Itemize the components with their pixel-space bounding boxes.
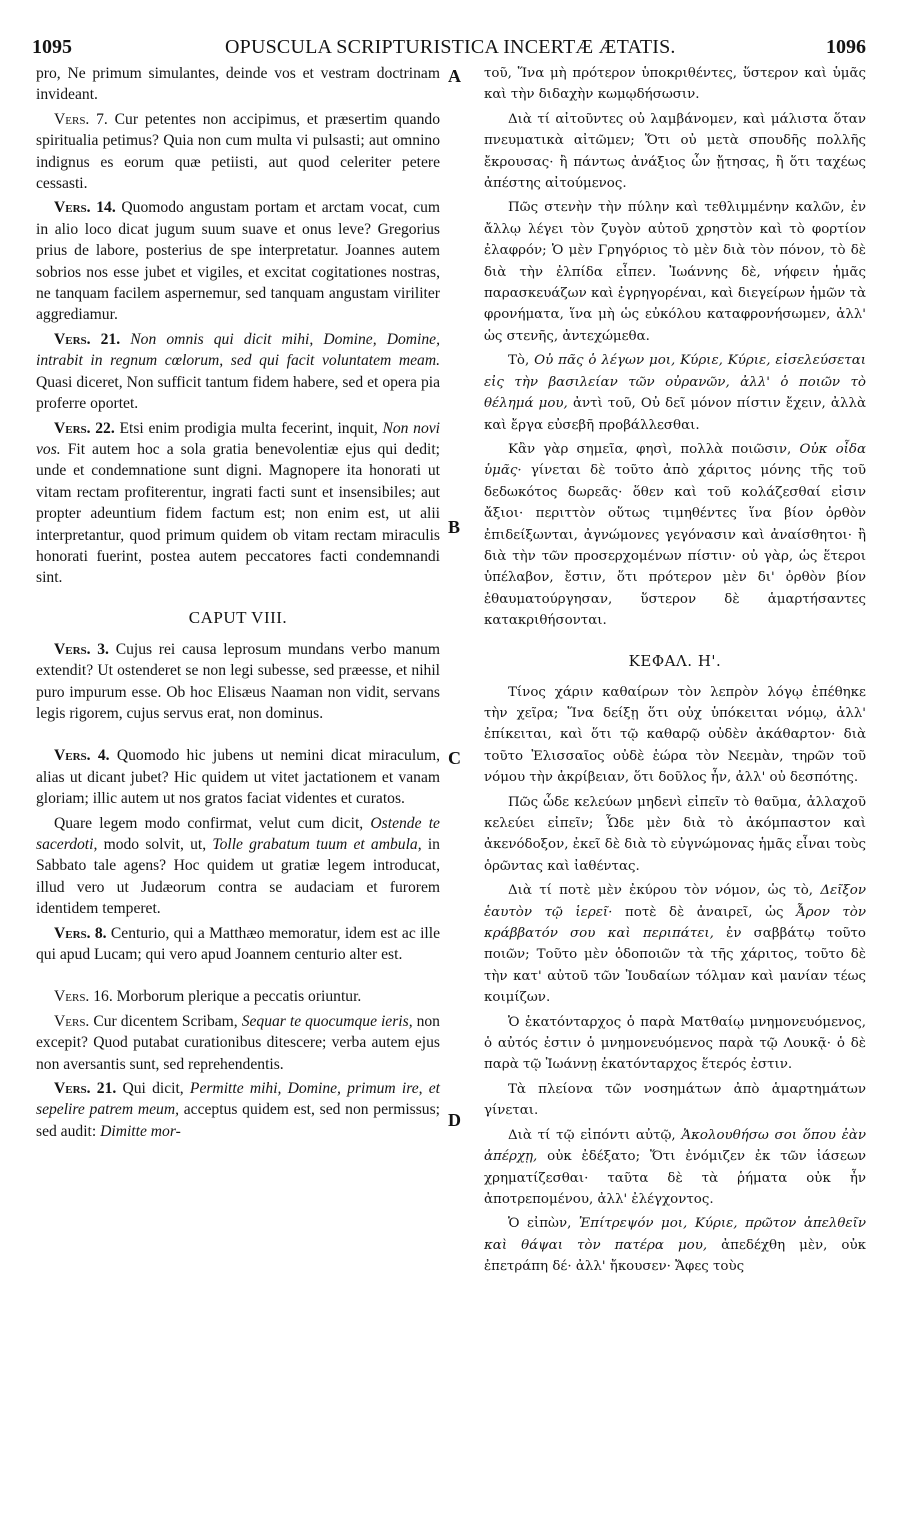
verse-ref: Vers. 22. <box>54 419 115 437</box>
latin-text: Cujus rei causa leprosum mundans verbo manum extendit? Ut ostenderet se non legi subesse, sed præesse, et nihil puro impurum esse. Ob hoc Elisæus Naaman non vidit, servans legis rigorem, cujus servus erat, non dominus. <box>36 640 441 722</box>
latin-text: Morborum plerique a peccatis oriuntur. <box>116 988 362 1006</box>
greek-paragraph <box>484 1213 866 1277</box>
latin-quotation: Dimitte mor- <box>100 1122 181 1140</box>
latin-paragraph <box>36 1078 440 1142</box>
greek-quotation: Οὐ πᾶς ὁ λέγων μοι, Κύριε, Κύριε, εἰσελεύσεται εἰς τὴν βασιλείαν τῶν οὐρανῶν, ἀλλ' ὁ ποιῶν τὸ θέλημά μου, <box>484 353 866 412</box>
verse-ref: Vers. 14. <box>54 199 116 217</box>
chapter-heading-latin: CAPUT VIII. <box>188 607 288 627</box>
latin-text: Centurio, qui a Matthæo memoratur, idem est ac ille qui apud Lucam; qui vero apud Joannem centurio alter est. <box>36 924 440 964</box>
latin-text: in Sabbato tale agens? Hoc quidem ut gratiæ legem introducat, illud vero ut Judæorum contra se audaciam et furorem identidem temperet. <box>36 836 440 918</box>
verse-ref: Vers. 21. <box>54 1080 117 1098</box>
greek-paragraph <box>484 1079 866 1122</box>
latin-paragraph <box>36 329 440 415</box>
latin-text: Cur dicentem Scribam, <box>93 1012 238 1030</box>
latin-quotation: Non omnis qui dicit mihi, Domine, Domine, intrabit in regnum cœlorum, sed qui facit voluntatem meam. <box>36 330 440 370</box>
latin-paragraph <box>36 923 440 966</box>
greek-paragraph <box>484 1125 866 1211</box>
verse-ref: Vers. <box>54 1012 90 1030</box>
latin-text: pro, Ne primum simulantes, deinde vos et vestram doctrinam invideant. <box>36 65 440 104</box>
greek-paragraph <box>484 63 866 106</box>
margin-marker-d: D <box>448 1110 461 1130</box>
greek-text: ἀπεδέχθη μὲν, οὐκ ἐπετράπη δέ· ἀλλ' ἤκουσεν· Ἄφες τοὺς <box>484 1237 866 1275</box>
greek-paragraph <box>484 1012 866 1076</box>
latin-quotation: Non novi vos. <box>36 419 441 458</box>
verse-ref: Vers. 8. <box>54 924 107 942</box>
latin-text: modo solvit, ut, <box>103 836 207 853</box>
margin-marker-c: C <box>448 748 461 768</box>
greek-text: οὐκ ἐδέξατο; Ὅτι ἐνόμιζεν ἐκ τῶν ἰάσεων χρηματίζεσθαι· ταῦτα δὲ τὰ ῥήματα οὐκ ἦν ἀποτρεπομένου, ἀλλ' ἐλέγχοντος. <box>484 1149 866 1207</box>
greek-quotation: Δεῖξον ἑαυτὸν τῷ ἱερεῖ· <box>484 883 866 920</box>
latin-paragraph <box>36 418 440 589</box>
latin-text: non excepit? Quod putabat curationibus ditescere; verba autem ejus non aversantis sunt, sed reprehendentis. <box>36 1012 440 1073</box>
latin-paragraph <box>36 639 440 725</box>
greek-text: Τίνος χάριν καθαίρων τὸν λεπρὸν λόγῳ ἐπέθηκε τὴν χεῖρα; Ἵνα δείξῃ ὅτι οὐχ ὑπόκειται νόμῳ, ἀλλ' ἐπίκειται, καὶ ὅτι τῷ καθαρῷ οὐδὲν ἀκάθαρτον· διὰ τοῦτο Ἐλισσαῖος οὐδὲ ἑώρα τὸν Νεεμὰν, τηρῶν τοῦ νόμου τὴν ἀκρίβειαν, ὅτι δοῦλος ἦν, ἀλλ' οὐ δεσπότης. <box>484 684 866 786</box>
chapter-heading-greek: ΚΕΦΑΛ. Η'. <box>628 651 722 670</box>
greek-quotation: Ἆρον τὸν κράββατόν σου καὶ περιπάτει, <box>484 904 866 942</box>
greek-text: Τὰ πλείονα τῶν νοσημάτων ἀπὸ ἁμαρτημάτων γίνεται. <box>484 1081 866 1119</box>
page-header <box>0 36 902 60</box>
greek-quotation: Ἀκολουθήσω σοι ὅπου ἐὰν ἀπέρχῃ, <box>484 1127 866 1165</box>
latin-paragraph <box>36 745 440 809</box>
latin-paragraph <box>36 197 440 325</box>
latin-text: Fit autem hoc a sola gratia benevolentiæ ejus qui dedit; unde et condemnatione sunt digni. Magnopere ita honorati ut vitam rectam profiterentur, ingrati facti sunt et insensibiles; aut propter adeuntium fidem factum est; non enim est, ut alii interpretantur, quod primum quidem ob vitam rectam miraculis honorati fuerint, postea autem peccatores facti condemnandi sint. <box>36 440 440 587</box>
verse-ref: Vers. 21. <box>54 330 121 348</box>
margin-marker-a: A <box>448 66 461 86</box>
margin-marker-b: B <box>448 517 461 537</box>
greek-text: Διὰ τί τῷ εἰπόντι αὐτῷ, <box>508 1127 676 1143</box>
verse-ref: Vers. 4. <box>54 747 110 765</box>
greek-text: ποτὲ δὲ ἀναιρεῖ, ὡς <box>624 904 784 920</box>
right-page-number: 1096 <box>826 36 866 58</box>
latin-quotation: Sequar te quocumque ieris, <box>241 1012 413 1030</box>
greek-text: γίνεται δὲ τοῦτο ἀπὸ χάριτος μόνης τῆς τοῦ δεδωκότος δωρεᾶς· ὅθεν καὶ τοῦ κολάζεσθαί εἰσιν ἄξιοι· περιττὸν οὕτως τιμηθέντες ἵνα βίον ὀρθὸν ἐπιδείξωνται, ἀγνώμονες γεγόνασιν καὶ ἀναίσθητοι· ἢ διὰ τὴν τῶν προσερχομένων πίστιν· οὐ γὰρ, ὡς ἕτεροι ὑπέλαβον, ἔστιν, ὅτι πρότερον μὲν δι' ὀρθὸν βίον ἐθαυματούργησαν, ὕστερον δὲ ἁμαρτήσαντες κατακριθήσονται. <box>484 463 866 629</box>
latin-text: Qui dicit, <box>122 1080 184 1098</box>
greek-paragraph <box>484 792 866 878</box>
latin-paragraph <box>36 109 440 195</box>
latin-paragraph <box>36 986 440 1007</box>
greek-paragraph <box>484 439 866 632</box>
greek-text: ἐν σαββάτῳ τοῦτο ποιῶν; Τοῦτο μὲν ὁδοποιῶν τὰ τῆς χάριτος, τοῦτο δὲ τὴν κατ' αὐτοῦ τῶν Ἰουδαίων τόλμαν καὶ μανίαν τέως κοιμίζων. <box>484 926 866 1006</box>
greek-quotation: Ἐπίτρεψόν μοι, Κύριε, πρῶτον ἀπελθεῖν καὶ θάψαι τὸν πατέρα μου, <box>484 1216 866 1253</box>
greek-text: ἀντὶ τοῦ, Οὐ δεῖ μόνον πίστιν ἔχειν, ἀλλὰ καὶ ἔργα εὐσεβῆ προβάλλεσθαι. <box>484 396 866 433</box>
latin-paragraph <box>36 63 440 106</box>
greek-text: Διὰ τί ποτὲ μὲν ἐκύρου τὸν νόμον, ὡς τὸ, <box>508 883 814 899</box>
latin-text: Quomodo angustam portam et arctam vocat, cum in alio loco dicat jugum suum suave et onus leve? Gregorius prius de labore, posterius de spe interpretatur. Joannes autem sobrios nos esse jubet et vigiles, et excitat cogitationes nostras, ne tanquam facilem aspernemur, sed tanquam angustam viriliter aggrediamur. <box>36 199 440 324</box>
latin-quotation: Tolle grabatum tuum et ambula, <box>212 836 422 853</box>
verse-ref: Vers. 16. <box>54 988 113 1006</box>
paragraph-gap <box>36 968 440 986</box>
latin-text: Quasi diceret, Non sufficit tantum fidem habere, sed et opera pia proferre oportet. <box>36 373 440 413</box>
latin-text: Quomodo hic jubens ut nemini dicat miraculum, alias ut dicant jubet? Hic quidem ut vitet jactationem et vanam gloriam; illic autem ut nos gratos faciat videntes et curatos. <box>36 747 441 808</box>
greek-paragraph <box>484 197 866 347</box>
latin-paragraph <box>36 813 440 920</box>
greek-paragraph <box>484 682 866 789</box>
greek-text: Ὁ εἰπὼν, <box>508 1216 572 1232</box>
verse-ref: Vers. 3. <box>54 640 109 658</box>
greek-text: Πῶς στενὴν τὴν πύλην καὶ τεθλιμμένην καλῶν, ἐν ἄλλῳ λέγει τὸν ζυγὸν αὐτοῦ χρηστὸν καὶ τὸ φορτίον ἐλαφρόν; Ὁ μὲν Γρηγόριος τὸ μὲν διὰ τὸν πόνον, τὸ δὲ διὰ τὴν ἐλπίδα εἶπεν. Ἰωάννης δὲ, νήφειν ἡμᾶς παρασκευάζων καὶ ἐγρηγορέναι, καὶ διεγείρων ἡμῶν τὰ φρονήματα, ἵνα μὴ ὡς εὐκόλου καταφρονήσωμεν, ἀλλ' ὡς στενῆς, ἀντεχώμεθα. <box>484 200 866 344</box>
latin-quotation: Permitte mihi, Domine, primum ire, et sepelire patrem meum, <box>36 1080 440 1119</box>
latin-text: Etsi enim prodigia multa fecerint, inquit, <box>119 419 378 437</box>
greek-text: Κἂν γὰρ σημεῖα, φησὶ, πολλὰ ποιῶσιν, <box>508 441 792 457</box>
greek-paragraph <box>484 350 866 436</box>
latin-text: Cur petentes non accipimus, et præsertim quando spiritualia petimus? Quia non cum multa vi pulsasti; aut omnino indignus es eorum quæ petiisti, aut quod celeriter petere cessasti. <box>36 110 440 193</box>
greek-paragraph <box>484 880 866 1008</box>
greek-text: Πῶς ὧδε κελεύων μηδενὶ εἰπεῖν τὸ θαῦμα, ἀλλαχοῦ κελεύει εἰπεῖν; Ὧδε μὲν διὰ τὸ ἀκόμπαστον καὶ ἀκενόδοξον, ἐκεῖ δὲ διὰ τὸ εὐγνώμονας ἡμᾶς εἶναι τοὺς ὁρῶντας καὶ ἰαθέντας. <box>484 794 866 874</box>
greek-paragraph <box>484 109 866 195</box>
greek-column <box>484 63 866 1281</box>
greek-text: τοῦ, Ἵνα μὴ πρότερον ὑποκριθέντες, ὕστερον καὶ ὑμᾶς καὶ τὴν διδαχὴν κωμῳδήσωσιν. <box>484 66 866 103</box>
latin-paragraph <box>36 1011 440 1075</box>
running-title: OPUSCULA SCRIPTURISTICA INCERTÆ ÆTATIS. <box>225 36 676 58</box>
verse-ref: Vers. 7. <box>54 110 108 128</box>
left-page-number: 1095 <box>32 36 72 58</box>
greek-text: Διὰ τί αἰτοῦντες οὐ λαμβάνομεν, καὶ μάλιστα ὅταν πνευματικὰ αἰτῶμεν; Ὅτι οὐ μετὰ σπουδῆς πολλῆς ἔκρουσας· ἢ πάντως ἀνάξιος ὧν ᾔτησας, ἢ ὅτι ταχέως ἀπέστης αἰτούμενος. <box>484 111 866 192</box>
greek-text: Ὁ ἑκατόνταρχος ὁ παρὰ Ματθαίῳ μνημονευόμενος, ὁ αὐτός ἐστιν ὁ μνημονευόμενος παρὰ τῷ Λουκᾷ· ὁ δὲ παρὰ τῷ Ἰωάννῃ ἑκατόνταρχος ἕτερός ἐστιν. <box>484 1014 866 1073</box>
latin-text: Quare legem modo confirmat, velut cum dicit, <box>54 814 364 832</box>
latin-quotation: Ostende te sacerdoti, <box>36 814 440 853</box>
greek-text: Τὸ, <box>508 353 530 369</box>
latin-text: acceptus quidem est, sed non permissus; sed audit: <box>36 1101 440 1140</box>
paragraph-gap <box>36 727 440 745</box>
greek-quotation: Οὐκ οἶδα ὑμᾶς· <box>484 441 866 479</box>
latin-column <box>36 63 440 1145</box>
